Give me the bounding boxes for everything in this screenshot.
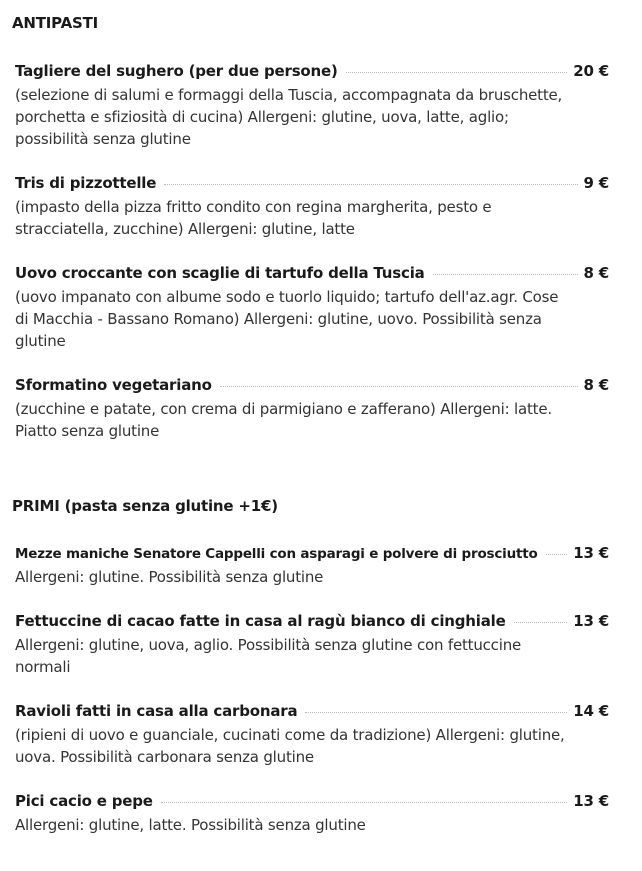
menu-item-sformatino [15,376,609,442]
menu-item-header [15,376,609,398]
dotted-leader [433,274,578,275]
dotted-leader [164,184,577,185]
menu-item-description: (ripieni di uovo e guanciale, cucinati come da tradizione) Allergeni: glutine, uova. Possibilità carbonara senza glutine [15,726,565,766]
menu-item-header [15,62,609,84]
menu-item-pizzottelle [15,174,609,240]
menu-item-name: Sformatino vegetariano [15,376,212,394]
menu-item-fettuccine [15,612,609,678]
menu-item-header [15,544,609,566]
menu-item-name: Fettuccine di cacao fatte in casa al ragù bianco di cinghiale [15,612,506,630]
menu-item-name: Uovo croccante con scaglie di tartufo della Tuscia [15,264,425,282]
dotted-leader [546,554,568,555]
dotted-leader [161,802,567,803]
menu-item-description: Allergeni: glutine, uova, aglio. Possibilità senza glutine con fettuccine normali [15,636,522,676]
menu-item-name: Tagliere del sughero (per due persone) [15,62,338,80]
menu-item-name: Tris di pizzottelle [15,174,157,192]
section-title-primi: PRIMI (pasta senza glutine +1€) [12,497,278,515]
menu-item-header [15,792,609,814]
dotted-leader [514,622,568,623]
menu-item-name: Mezze maniche Senatore Cappelli con asparagi e polvere di prosciutto [15,546,538,562]
menu-item-description: (zucchine e patate, con crema di parmigiano e zafferano) Allergeni: latte. Piatto senza glutine [15,400,552,440]
menu-item-price: 9 € [583,174,609,192]
menu-item-header [15,702,609,724]
menu-item-header [15,264,609,286]
dotted-leader [346,72,568,73]
dotted-leader [220,386,578,387]
menu-item-description: Allergeni: glutine, latte. Possibilità senza glutine [15,816,366,834]
dotted-leader [305,712,567,713]
menu-item-uovo-croccante [15,264,609,352]
menu-item-ravioli [15,702,609,768]
menu-item-mezze-maniche [15,544,609,588]
section-title-antipasti: ANTIPASTI [12,14,99,32]
menu-item-price: 13 € [573,792,609,810]
menu-item-tagliere [15,62,609,150]
menu-item-pici [15,792,609,836]
menu-item-price: 13 € [573,544,609,562]
menu-item-header [15,612,609,634]
menu-item-price: 14 € [573,702,609,720]
menu-item-description: (impasto della pizza fritto condito con regina margherita, pesto e stracciatella, zucchine) Allergeni: glutine, latte [15,198,492,238]
menu-item-description: Allergeni: glutine. Possibilità senza glutine [15,568,324,586]
menu-item-price: 8 € [583,376,609,394]
menu-item-description: (selezione di salumi e formaggi della Tuscia, accompagnata da bruschette, porchetta e sfiziosità di cucina) Allergeni: glutine, uova, latte, aglio; possibilità senza glutine [15,86,563,148]
menu-item-price: 13 € [573,612,609,630]
menu-item-description: (uovo impanato con albume sodo e tuorlo liquido; tartufo dell'az.agr. Cose di Macchia - Bassano Romano) Allergeni: glutine, uovo. Possibilità senza glutine [15,288,559,350]
menu-item-price: 8 € [583,264,609,282]
menu-item-header [15,174,609,196]
menu-item-price: 20 € [573,62,609,80]
menu-item-name: Pici cacio e pepe [15,792,153,810]
menu-item-name: Ravioli fatti in casa alla carbonara [15,702,298,720]
